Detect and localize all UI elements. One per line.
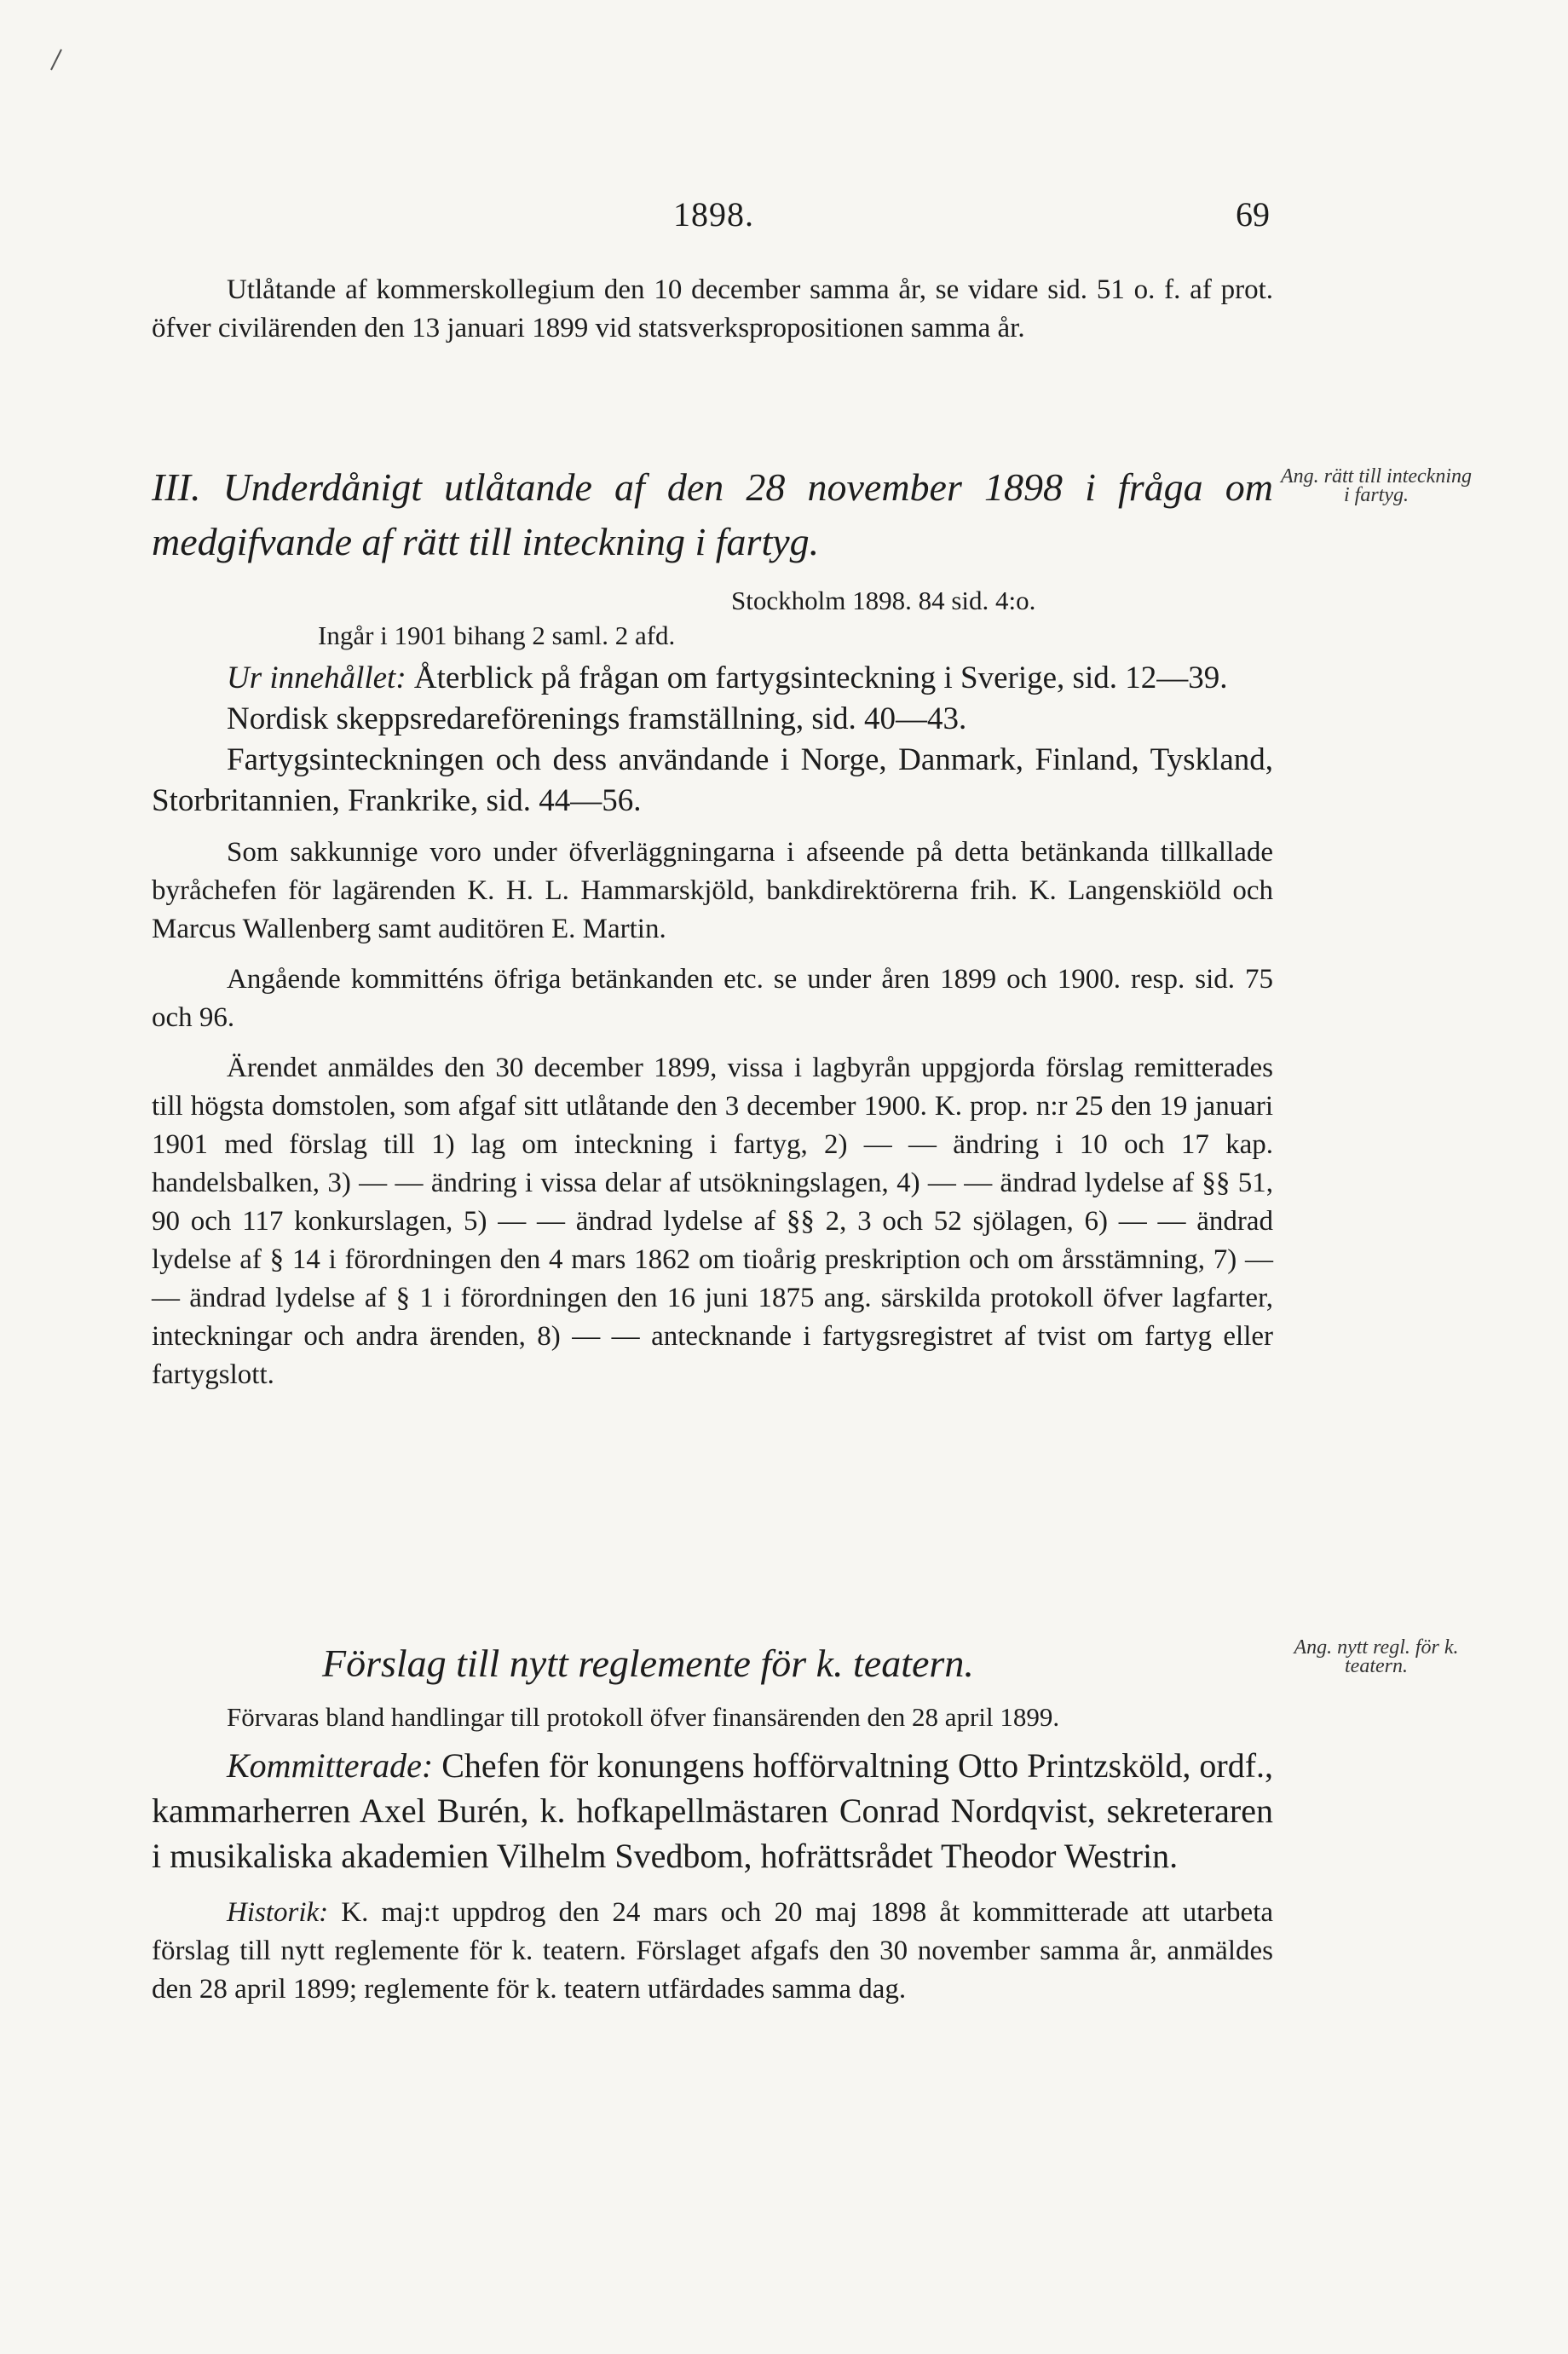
section-3-number: III. [152,465,201,509]
section-4-history [152,1894,1273,2009]
section-4 [152,1636,1273,2009]
history-text: K. maj:t uppdrog den 24 mars och 20 maj 1898 åt kommitterade att utarbeta förslag till nytt reglemente för k. teatern. Förslaget afgafs den 30 november samma år, anmäldes den 28 april 1899; reglemente för k. teatern utfärdades samma dag. [152,1897,1274,2005]
committee-label: Kommitterade: [227,1746,434,1785]
section-3-contents-2: Nordisk skeppsredareförenings framställning, sid. 40—43. [227,701,967,736]
section-3-publication: Stockholm 1898. 84 sid. 4:o. [731,586,1036,615]
contents-1-text: Återblick på frågan om fartygsinteckning i Sverige, sid. 12—39. [413,661,1228,695]
intro-paragraph: Utlåtande af kommerskollegium den 10 december samma år, se vidare sid. 51 o. f. af prot. öfver civilärenden den 13 januari 1899 vid statsverkspropositionen samma år. [152,274,1273,343]
section-3-title [152,460,1273,569]
section-3-experts: Som sakkunnige voro under öfverläggningarna i afseende på detta betänkanda tillkallade byråchefen för lagärenden K. H. L. Hammarskjöld, bankdirektörerna frih. K. Langenskiöld och Marcus Wallenberg samt auditören E. Martin. [152,837,1273,944]
section-3-contents-3: Fartygsinteckningen och dess användande i Norge, Danmark, Finland, Tyskland, Storbritannien, Frankrike, sid. 44—56. [152,742,1273,818]
section-3-matter: Ärendet anmäldes den 30 december 1899, vissa i lagbyrån uppgjorda förslag remitterades till högsta domstolen, som afgaf sitt utlåtande den 3 december 1900. K. prop. n:r 25 den 19 januari 1901 med förslag till 1) lag om inteckning i fartyg, 2) — — ändring i 10 och 17 kap. handelsbalken, 3) — — ändring i vissa delar af utsökningslagen, 4) — — ändrad lydelse af §§ 51, 90 och 117 konkurslagen, 5) — — ändrad lydelse af §§ 2, 3 och 52 sjölagen, 6) — — ändrad lydelse af § 14 i förordningen den 4 mars 1862 om tioårig preskription och om årsstämning, 7) — — ändrad lydelse af § 1 i förordningen den 16 juni 1875 ang. särskilda protokoll öfver lagfarter, inteckningar och andra ärenden, 8) — — antecknande i fartygsregistret af tvist om fartyg eller fartygslott. [152,1053,1273,1390]
corner-mark [51,49,61,70]
section-3-included: Ingår i 1901 bihang 2 saml. 2 afd. [318,620,676,650]
section-3 [152,460,1273,1394]
section-3-other: Angående kommitténs öfriga betänkanden etc. se under åren 1899 och 1900. resp. sid. 75 och 96. [152,964,1273,1033]
page-number: 69 [1236,195,1270,234]
section-4-margin-note: Ang. nytt regl. för k. teatern. [1294,1636,1459,1677]
header-year: 1898. [673,195,754,234]
history-label: Historik: [227,1897,329,1928]
contents-label: Ur innehållet: [227,661,406,695]
section-3-margin-note: Ang. rätt till inteckning i fartyg. [1281,465,1472,506]
intro-block [152,271,1273,348]
section-3-title-text: Underdånigt utlåtande af den 28 november 1898 i fråga om medgifvande af rätt till inteckning i fartyg. [152,465,1274,563]
section-4-committee [152,1743,1273,1878]
section-4-title: Förslag till nytt reglemente för k. teatern. [322,1641,974,1685]
section-3-contents-1 [152,658,1273,699]
committee-text: Chefen för konungens hofförvaltning Otto Printzsköld, ordf., kammarherren Axel Burén, k. hofkapellmästaren Conrad Nordqvist, sekreteraren i musikaliska akademien Vilhelm Svedbom, hofrättsrådet Theodor Westrin. [152,1746,1274,1875]
section-4-storage: Förvaras bland handlingar till protokoll öfver finansärenden den 28 april 1899. [227,1702,1060,1732]
